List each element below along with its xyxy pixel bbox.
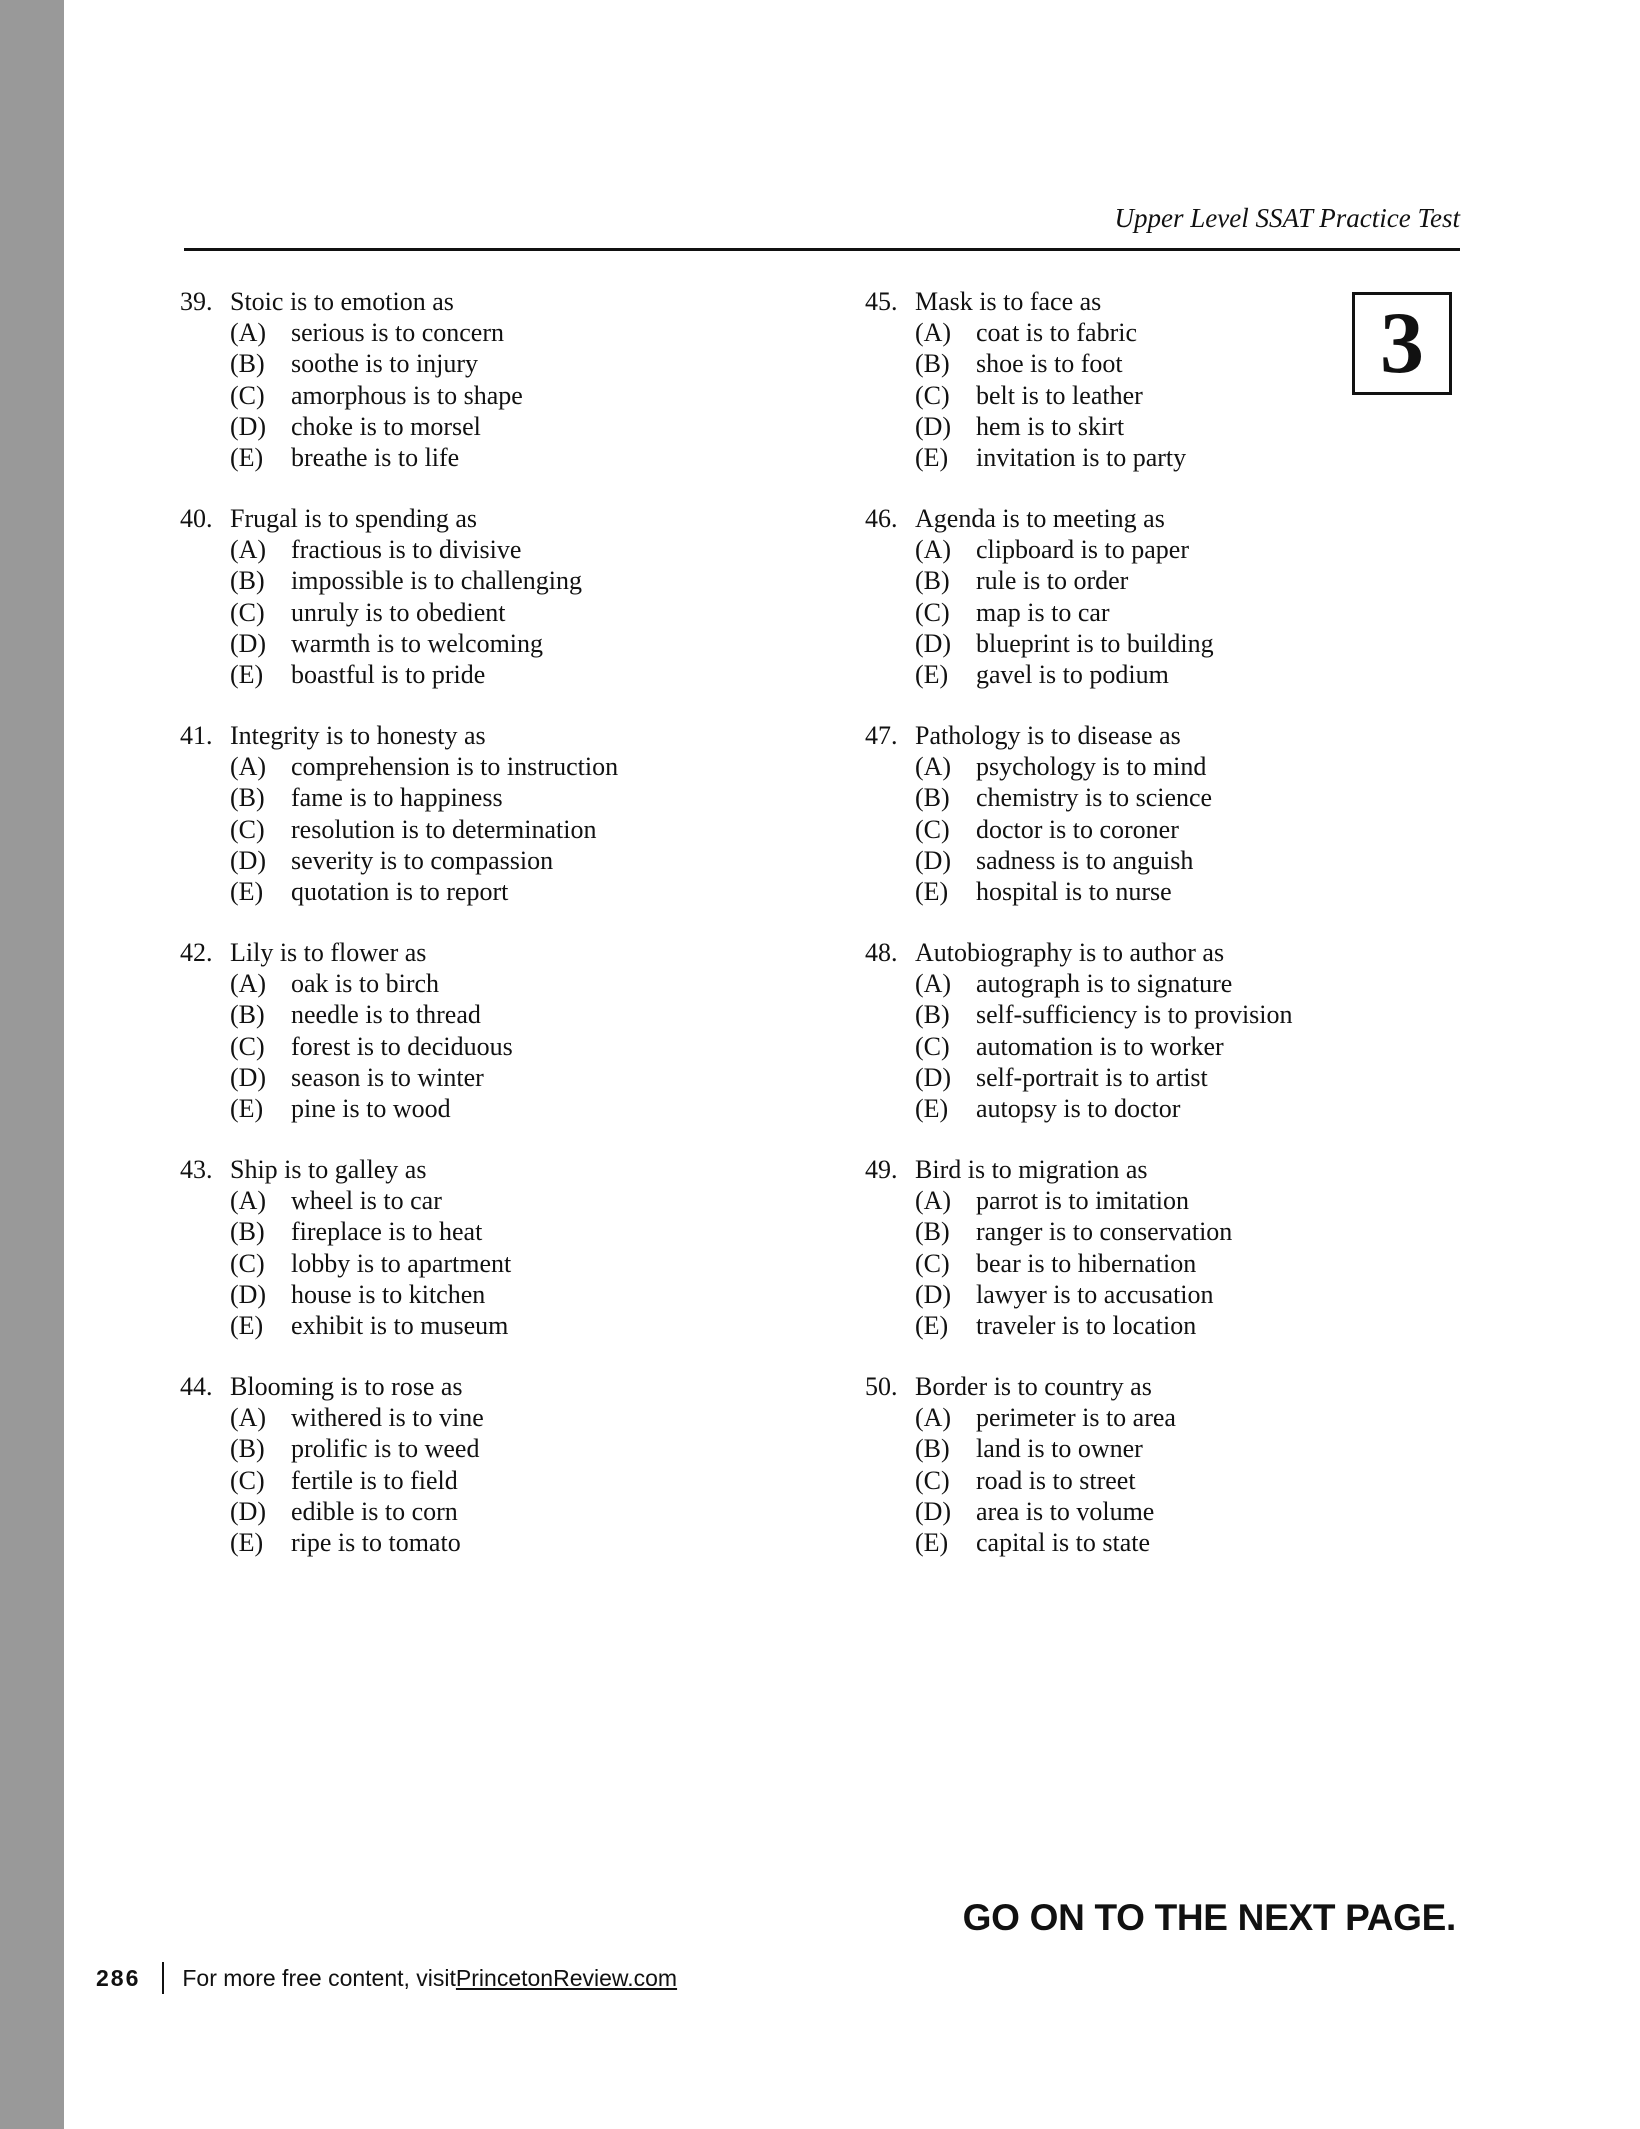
option-letter: (C) — [230, 1248, 265, 1278]
option-text: parrot is to imitation — [976, 1186, 1190, 1216]
option-text: self-sufficiency is to provision — [976, 1000, 1293, 1030]
option-letter: (A) — [915, 1186, 952, 1216]
answer-option[interactable] — [865, 534, 1365, 565]
answer-option[interactable] — [865, 1465, 1365, 1496]
option-letter: (A) — [230, 318, 267, 348]
answer-option[interactable] — [180, 1310, 680, 1341]
option-letter: (C) — [230, 597, 265, 627]
answer-option[interactable] — [865, 597, 1365, 628]
option-text: pine is to wood — [291, 1094, 451, 1124]
option-letter: (C) — [915, 1248, 950, 1278]
answer-option[interactable] — [865, 628, 1365, 659]
option-text: withered is to vine — [291, 1403, 484, 1433]
question-item — [180, 286, 680, 503]
answer-option[interactable] — [180, 1433, 680, 1464]
question-number: 49. — [865, 1155, 898, 1184]
answer-option[interactable] — [180, 597, 680, 628]
question-number: 50. — [865, 1372, 898, 1401]
option-text: road is to street — [976, 1465, 1136, 1495]
question-stem-line — [180, 1154, 680, 1185]
option-letter: (E) — [915, 1311, 949, 1341]
option-letter: (B) — [230, 349, 265, 379]
question-item — [865, 1154, 1365, 1371]
option-text: season is to winter — [291, 1062, 484, 1092]
question-item — [865, 937, 1365, 1154]
option-text: warmth is to welcoming — [291, 628, 544, 658]
option-text: needle is to thread — [291, 1000, 481, 1030]
answer-option[interactable] — [180, 1248, 680, 1279]
option-text: doctor is to coroner — [976, 814, 1179, 844]
question-column-left — [180, 286, 680, 1588]
option-letter: (C) — [915, 1031, 950, 1061]
answer-option[interactable] — [865, 814, 1365, 845]
option-letter: (E) — [230, 877, 264, 907]
option-text: quotation is to report — [291, 877, 509, 907]
question-stem-line — [180, 1371, 680, 1402]
option-letter: (A) — [915, 318, 952, 348]
option-text: breathe is to life — [291, 443, 460, 473]
question-number: 46. — [865, 504, 898, 533]
answer-option[interactable] — [180, 1402, 680, 1433]
option-letter: (B) — [230, 1217, 265, 1247]
option-text: lawyer is to accusation — [976, 1279, 1214, 1309]
answer-option[interactable] — [865, 1248, 1365, 1279]
answer-option[interactable] — [180, 317, 680, 348]
option-letter: (E) — [230, 1311, 264, 1341]
question-stem-line — [865, 1371, 1365, 1402]
answer-option[interactable] — [180, 1031, 680, 1062]
option-letter: (E) — [915, 443, 949, 473]
option-text: coat is to fabric — [976, 318, 1137, 348]
option-letter: (C) — [915, 380, 950, 410]
option-text: traveler is to location — [976, 1311, 1197, 1341]
answer-option[interactable] — [865, 968, 1365, 999]
option-text: map is to car — [976, 597, 1110, 627]
option-text: ripe is to tomato — [291, 1528, 461, 1558]
question-item — [180, 720, 680, 937]
option-letter: (E) — [230, 1094, 264, 1124]
question-number: 39. — [180, 287, 213, 316]
option-text: gavel is to podium — [976, 660, 1169, 690]
option-text: self-portrait is to artist — [976, 1062, 1208, 1092]
option-letter: (D) — [230, 1496, 267, 1526]
question-stem: Agenda is to meeting as — [915, 504, 1165, 533]
answer-option[interactable] — [865, 380, 1365, 411]
option-letter: (E) — [915, 660, 949, 690]
answer-option[interactable] — [865, 1310, 1365, 1341]
answer-option[interactable] — [180, 845, 680, 876]
answer-option[interactable] — [180, 659, 680, 690]
question-stem: Mask is to face as — [915, 287, 1102, 316]
option-text: edible is to corn — [291, 1496, 458, 1526]
option-letter: (B) — [915, 566, 950, 596]
option-text: automation is to worker — [976, 1031, 1224, 1061]
answer-option[interactable] — [865, 782, 1365, 813]
option-letter: (C) — [915, 1465, 950, 1495]
option-text: fertile is to field — [291, 1465, 458, 1495]
answer-option[interactable] — [865, 1527, 1365, 1558]
option-letter: (B) — [230, 1000, 265, 1030]
answer-option[interactable] — [180, 380, 680, 411]
answer-option[interactable] — [865, 876, 1365, 907]
question-stem: Bird is to migration as — [915, 1155, 1148, 1184]
question-stem-line — [865, 286, 1365, 317]
question-stem: Border is to country as — [915, 1372, 1152, 1401]
question-stem-line — [180, 937, 680, 968]
answer-option[interactable] — [180, 534, 680, 565]
option-letter: (B) — [915, 349, 950, 379]
option-letter: (E) — [915, 1094, 949, 1124]
option-letter: (B) — [915, 1000, 950, 1030]
option-text: oak is to birch — [291, 969, 440, 999]
answer-option[interactable] — [865, 348, 1365, 379]
option-text: resolution is to determination — [291, 814, 597, 844]
option-letter: (A) — [915, 1403, 952, 1433]
option-text: clipboard is to paper — [976, 535, 1189, 565]
question-number: 47. — [865, 721, 898, 750]
option-letter: (D) — [915, 1279, 952, 1309]
option-letter: (D) — [230, 1062, 267, 1092]
question-item — [180, 937, 680, 1154]
option-letter: (D) — [230, 628, 267, 658]
option-text: belt is to leather — [976, 380, 1143, 410]
question-stem: Lily is to flower as — [230, 938, 427, 967]
option-text: fractious is to divisive — [291, 535, 522, 565]
option-text: fireplace is to heat — [291, 1217, 483, 1247]
option-letter: (A) — [915, 535, 952, 565]
question-stem-line — [865, 1154, 1365, 1185]
option-letter: (D) — [915, 411, 952, 441]
option-text: house is to kitchen — [291, 1279, 486, 1309]
question-item — [865, 286, 1365, 503]
answer-option[interactable] — [865, 1216, 1365, 1247]
footer-link[interactable]: PrincetonReview.com — [455, 1965, 678, 1991]
option-text: forest is to deciduous — [291, 1031, 513, 1061]
option-text: lobby is to apartment — [291, 1248, 512, 1278]
option-letter: (A) — [230, 535, 267, 565]
footer-text: For more free content, visit — [182, 1965, 456, 1991]
option-text: hospital is to nurse — [976, 877, 1172, 907]
option-letter: (E) — [230, 443, 264, 473]
option-text: autograph is to signature — [976, 969, 1233, 999]
answer-option[interactable] — [865, 1031, 1365, 1062]
answer-option[interactable] — [865, 565, 1365, 596]
section-number-box: 3 — [1352, 292, 1452, 395]
answer-option[interactable] — [865, 317, 1365, 348]
option-letter: (C) — [915, 597, 950, 627]
question-stem: Ship is to galley as — [230, 1155, 427, 1184]
option-letter: (C) — [230, 1031, 265, 1061]
answer-option[interactable] — [865, 1496, 1365, 1527]
answer-option[interactable] — [180, 814, 680, 845]
option-text: soothe is to injury — [291, 349, 479, 379]
question-item — [180, 1371, 680, 1588]
option-letter: (D) — [915, 1062, 952, 1092]
go-on-instruction: GO ON TO THE NEXT PAGE. — [962, 1897, 1456, 1938]
option-text: perimeter is to area — [976, 1403, 1176, 1433]
answer-option[interactable] — [865, 751, 1365, 782]
option-letter: (B) — [230, 783, 265, 813]
option-text: area is to volume — [976, 1496, 1155, 1526]
option-letter: (A) — [230, 969, 267, 999]
option-letter: (D) — [915, 845, 952, 875]
answer-option[interactable] — [180, 442, 680, 473]
question-item — [865, 503, 1365, 720]
answer-option[interactable] — [180, 348, 680, 379]
option-text: serious is to concern — [291, 318, 505, 348]
page-gutter-bar — [0, 0, 64, 2129]
answer-option[interactable] — [865, 1062, 1365, 1093]
answer-option[interactable] — [865, 1433, 1365, 1464]
answer-option[interactable] — [865, 845, 1365, 876]
option-text: fame is to happiness — [291, 783, 503, 813]
option-text: wheel is to car — [291, 1186, 442, 1216]
question-stem-line — [865, 503, 1365, 534]
option-text: blueprint is to building — [976, 628, 1214, 658]
answer-option[interactable] — [180, 999, 680, 1030]
answer-option[interactable] — [180, 782, 680, 813]
option-text: psychology is to mind — [976, 752, 1207, 782]
answer-option[interactable] — [865, 442, 1365, 473]
option-letter: (D) — [230, 845, 267, 875]
option-letter: (B) — [915, 1217, 950, 1247]
option-letter: (E) — [915, 1528, 949, 1558]
question-column-right — [865, 286, 1365, 1588]
answer-option[interactable] — [180, 1496, 680, 1527]
page-number: 286 — [96, 1965, 141, 1991]
page-footer — [96, 1958, 677, 1998]
option-letter: (B) — [915, 783, 950, 813]
question-stem-line — [180, 720, 680, 751]
option-letter: (E) — [230, 1528, 264, 1558]
option-letter: (A) — [230, 752, 267, 782]
question-stem-line — [180, 503, 680, 534]
answer-option[interactable] — [180, 751, 680, 782]
option-text: comprehension is to instruction — [291, 752, 619, 782]
answer-option[interactable] — [180, 876, 680, 907]
option-text: impossible is to challenging — [291, 566, 583, 596]
option-text: capital is to state — [976, 1528, 1151, 1558]
question-item — [865, 720, 1365, 937]
option-letter: (A) — [915, 752, 952, 782]
answer-option[interactable] — [865, 411, 1365, 442]
answer-option[interactable] — [865, 1185, 1365, 1216]
answer-option[interactable] — [180, 411, 680, 442]
option-text: prolific is to weed — [291, 1434, 480, 1464]
answer-option[interactable] — [180, 1279, 680, 1310]
question-number: 44. — [180, 1372, 213, 1401]
option-text: exhibit is to museum — [291, 1311, 509, 1341]
option-text: sadness is to anguish — [976, 845, 1194, 875]
question-stem: Blooming is to rose as — [230, 1372, 463, 1401]
option-letter: (B) — [230, 1434, 265, 1464]
option-text: boastful is to pride — [291, 660, 486, 690]
option-letter: (C) — [230, 1465, 265, 1495]
footer-divider — [162, 1962, 164, 1994]
question-item — [180, 1154, 680, 1371]
option-text: autopsy is to doctor — [976, 1094, 1181, 1124]
option-text: hem is to skirt — [976, 411, 1125, 441]
answer-option[interactable] — [180, 1527, 680, 1558]
option-letter: (D) — [915, 628, 952, 658]
option-letter: (E) — [915, 877, 949, 907]
option-text: choke is to morsel — [291, 411, 481, 441]
option-letter: (B) — [230, 566, 265, 596]
option-text: severity is to compassion — [291, 845, 554, 875]
answer-option[interactable] — [180, 1062, 680, 1093]
answer-option[interactable] — [180, 628, 680, 659]
answer-option[interactable] — [865, 1402, 1365, 1433]
question-item — [180, 503, 680, 720]
question-number: 42. — [180, 938, 213, 967]
answer-option[interactable] — [180, 1216, 680, 1247]
option-letter: (B) — [915, 1434, 950, 1464]
question-number: 40. — [180, 504, 213, 533]
option-letter: (C) — [230, 380, 265, 410]
answer-option[interactable] — [865, 999, 1365, 1030]
answer-option[interactable] — [180, 1465, 680, 1496]
answer-option[interactable] — [865, 1093, 1365, 1124]
option-letter: (C) — [230, 814, 265, 844]
option-letter: (D) — [230, 411, 267, 441]
question-number: 45. — [865, 287, 898, 316]
option-text: amorphous is to shape — [291, 380, 523, 410]
question-stem-line — [180, 286, 680, 317]
question-stem-line — [865, 720, 1365, 751]
question-number: 48. — [865, 938, 898, 967]
option-letter: (D) — [230, 1279, 267, 1309]
question-stem: Pathology is to disease as — [915, 721, 1181, 750]
question-stem: Stoic is to emotion as — [230, 287, 454, 316]
option-text: chemistry is to science — [976, 783, 1213, 813]
option-letter: (E) — [230, 660, 264, 690]
answer-option[interactable] — [180, 1093, 680, 1124]
option-text: land is to owner — [976, 1434, 1143, 1464]
option-text: bear is to hibernation — [976, 1248, 1197, 1278]
option-text: rule is to order — [976, 566, 1129, 596]
option-letter: (A) — [230, 1403, 267, 1433]
option-letter: (C) — [915, 814, 950, 844]
option-text: ranger is to conservation — [976, 1217, 1233, 1247]
question-stem: Frugal is to spending as — [230, 504, 477, 533]
question-number: 43. — [180, 1155, 213, 1184]
question-number: 41. — [180, 721, 213, 750]
question-stem: Autobiography is to author as — [915, 938, 1225, 967]
question-item — [865, 1371, 1365, 1588]
option-text: unruly is to obedient — [291, 597, 506, 627]
answer-option[interactable] — [865, 1279, 1365, 1310]
running-header: Upper Level SSAT Practice Test — [1114, 203, 1460, 233]
question-stem-line — [865, 937, 1365, 968]
header-rule — [184, 248, 1460, 251]
answer-option[interactable] — [180, 1185, 680, 1216]
answer-option[interactable] — [865, 659, 1365, 690]
option-text: invitation is to party — [976, 443, 1187, 473]
option-letter: (A) — [230, 1186, 267, 1216]
option-letter: (A) — [915, 969, 952, 999]
answer-option[interactable] — [180, 565, 680, 596]
option-text: shoe is to foot — [976, 349, 1123, 379]
question-stem: Integrity is to honesty as — [230, 721, 486, 750]
option-letter: (D) — [915, 1496, 952, 1526]
answer-option[interactable] — [180, 968, 680, 999]
